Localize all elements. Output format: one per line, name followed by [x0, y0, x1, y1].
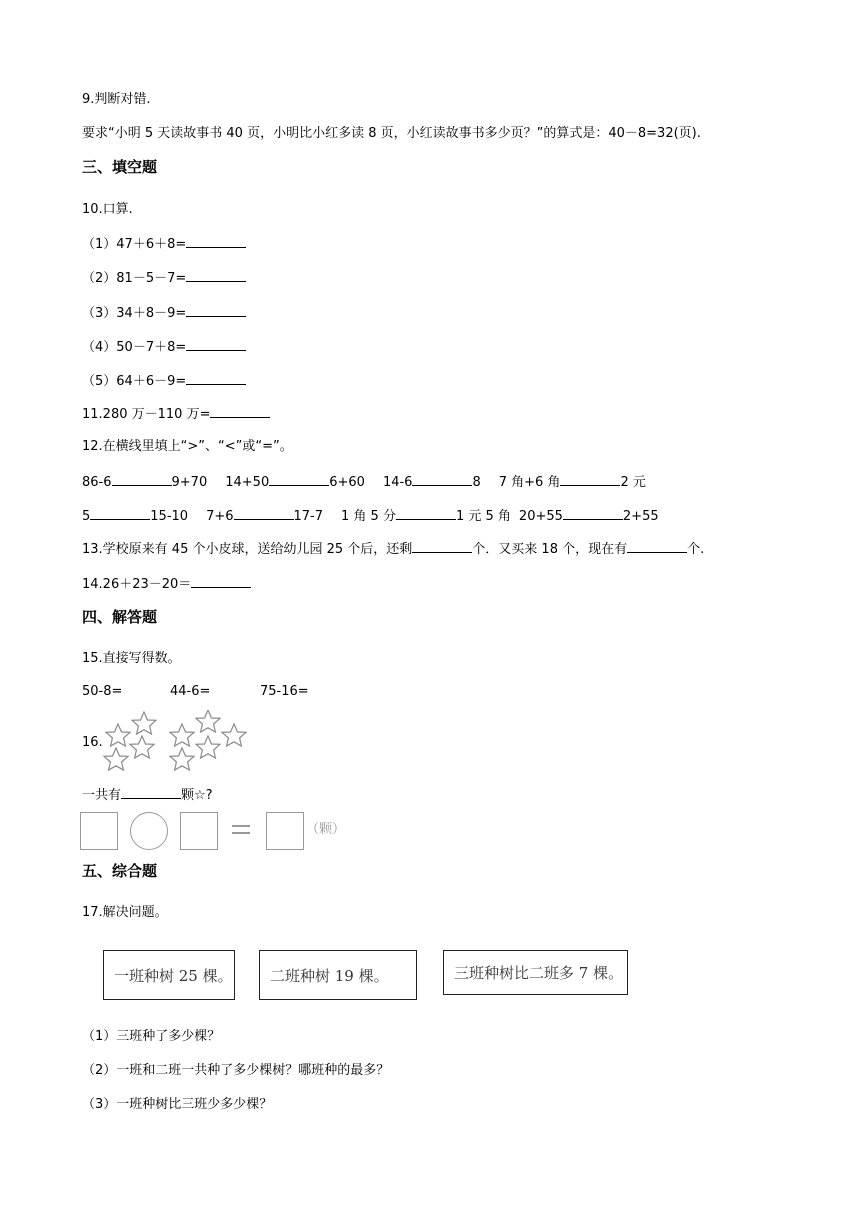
q10-title: 10.口算. — [82, 202, 133, 217]
answer-blank[interactable] — [186, 269, 246, 282]
section5-heading: 五、综合题 — [82, 862, 158, 880]
q13-text-3: 个. — [687, 542, 705, 557]
q17-title: 17.解决问题。 — [82, 905, 168, 920]
q16-question-text-b: 颗☆? — [181, 788, 213, 803]
answer-square-1[interactable] — [80, 812, 118, 850]
q10-item-3 — [82, 304, 246, 322]
q10-item-3-text: （3）34＋8－9= — [82, 306, 187, 321]
star-icon — [170, 748, 194, 770]
q14 — [82, 575, 251, 593]
compare-left: 7 角+6 角 — [498, 475, 561, 490]
equals-sign-icon — [232, 824, 252, 836]
star-icon — [222, 724, 246, 746]
compare-right: 2 元 — [620, 475, 646, 490]
answer-blank[interactable] — [269, 473, 329, 486]
q16-number: 16. — [82, 735, 103, 750]
answer-blank[interactable] — [396, 507, 456, 520]
q13-text-2: 个．又买来 18 个，现在有 — [472, 542, 628, 557]
q14-text: 14.26＋23－20＝ — [82, 577, 192, 592]
q15-item-1: 50-8= — [82, 684, 123, 699]
star-icon — [130, 736, 154, 758]
q11-text: 11.280 万－110 万= — [82, 407, 211, 422]
compare-right: 15-10 — [150, 509, 189, 524]
q15-item-3: 75-16= — [260, 684, 309, 699]
answer-blank[interactable] — [627, 540, 687, 553]
answer-blank[interactable] — [112, 473, 172, 486]
q9-title: 9.判断对错. — [82, 92, 151, 107]
answer-blank[interactable] — [186, 338, 246, 351]
q10-item-5 — [82, 372, 246, 390]
star-icon — [104, 748, 128, 770]
answer-blank[interactable] — [186, 304, 246, 317]
answer-blank[interactable] — [563, 507, 623, 520]
q10-item-2-text: （2）81－5－7= — [82, 271, 187, 286]
q12-row-1 — [82, 473, 646, 491]
q12-title: 12.在横线里填上“>”、“<”或“=”。 — [82, 439, 293, 454]
q17-question-1: （1）三班种了多少棵？ — [82, 1029, 221, 1044]
compare-left: 5 — [82, 509, 91, 524]
operator-circle[interactable] — [130, 812, 168, 850]
star-icon — [132, 712, 156, 734]
answer-blank[interactable] — [186, 372, 246, 385]
q10-item-1-text: （1）47＋6＋8= — [82, 237, 187, 252]
q17-question-3: （3）一班种树比三班少多少棵？ — [82, 1097, 273, 1112]
info-box-class2: 二班种树 19 棵。 — [259, 950, 417, 1000]
answer-blank[interactable] — [191, 575, 251, 588]
q10-item-4-text: （4）50－7＋8= — [82, 340, 187, 355]
compare-left: 1 角 5 分 — [341, 509, 396, 524]
compare-right: 9+70 — [171, 475, 208, 490]
compare-right: 2+55 — [622, 509, 659, 524]
compare-left: 20+55 — [518, 509, 563, 524]
q10-item-4 — [82, 338, 246, 356]
q10-item-5-text: （5）64＋6－9= — [82, 374, 187, 389]
info-box-class3: 三班种树比二班多 7 棵。 — [443, 950, 628, 995]
star-icon — [170, 724, 194, 746]
q10-item-1 — [82, 235, 246, 253]
q16-question-text-a: 一共有 — [82, 788, 122, 803]
q15-item-2: 44-6= — [170, 684, 211, 699]
answer-blank[interactable] — [210, 405, 270, 418]
q17-question-2: （2）一班和二班一共种了多少棵树？哪班种的最多？ — [82, 1063, 390, 1078]
answer-blank[interactable] — [412, 540, 472, 553]
compare-left: 14+50 — [225, 475, 270, 490]
q13 — [82, 540, 704, 558]
answer-blank[interactable] — [90, 507, 150, 520]
star-icon — [196, 710, 220, 732]
q11 — [82, 405, 270, 423]
section3-heading: 三、填空题 — [82, 158, 158, 176]
q16-unit: （颗） — [306, 822, 346, 837]
compare-left: 7+6 — [206, 509, 234, 524]
section4-heading: 四、解答题 — [82, 608, 158, 626]
q16-question — [82, 786, 213, 804]
star-icon — [196, 736, 220, 758]
info-box-class1: 一班种树 25 棵。 — [103, 950, 235, 1000]
compare-right: 17-7 — [293, 509, 324, 524]
answer-blank[interactable] — [121, 786, 181, 799]
answer-blank[interactable] — [412, 473, 472, 486]
answer-square-2[interactable] — [180, 812, 218, 850]
q15-title: 15.直接写得数。 — [82, 651, 181, 666]
answer-blank[interactable] — [234, 507, 294, 520]
star-group-figure — [98, 710, 258, 772]
q13-text-1: 13.学校原来有 45 个小皮球，送给幼儿园 25 个后，还剩 — [82, 542, 413, 557]
star-icon — [106, 724, 130, 746]
compare-right: 6+60 — [329, 475, 365, 490]
q9-statement: 要求“小明 5 天读故事书 40 页，小明比小红多读 8 页，小红读故事书多少页？”的算式是：40－8=32(页). — [82, 126, 701, 141]
compare-right: 8 — [472, 475, 481, 490]
q10-item-2 — [82, 269, 246, 287]
answer-blank[interactable] — [560, 473, 620, 486]
compare-left: 86-6 — [82, 475, 112, 490]
answer-square-result[interactable] — [266, 812, 304, 850]
q12-row-2 — [82, 507, 659, 525]
compare-left: 14-6 — [382, 475, 413, 490]
answer-blank[interactable] — [186, 235, 246, 248]
compare-right: 1 元 5 角 — [455, 509, 511, 524]
